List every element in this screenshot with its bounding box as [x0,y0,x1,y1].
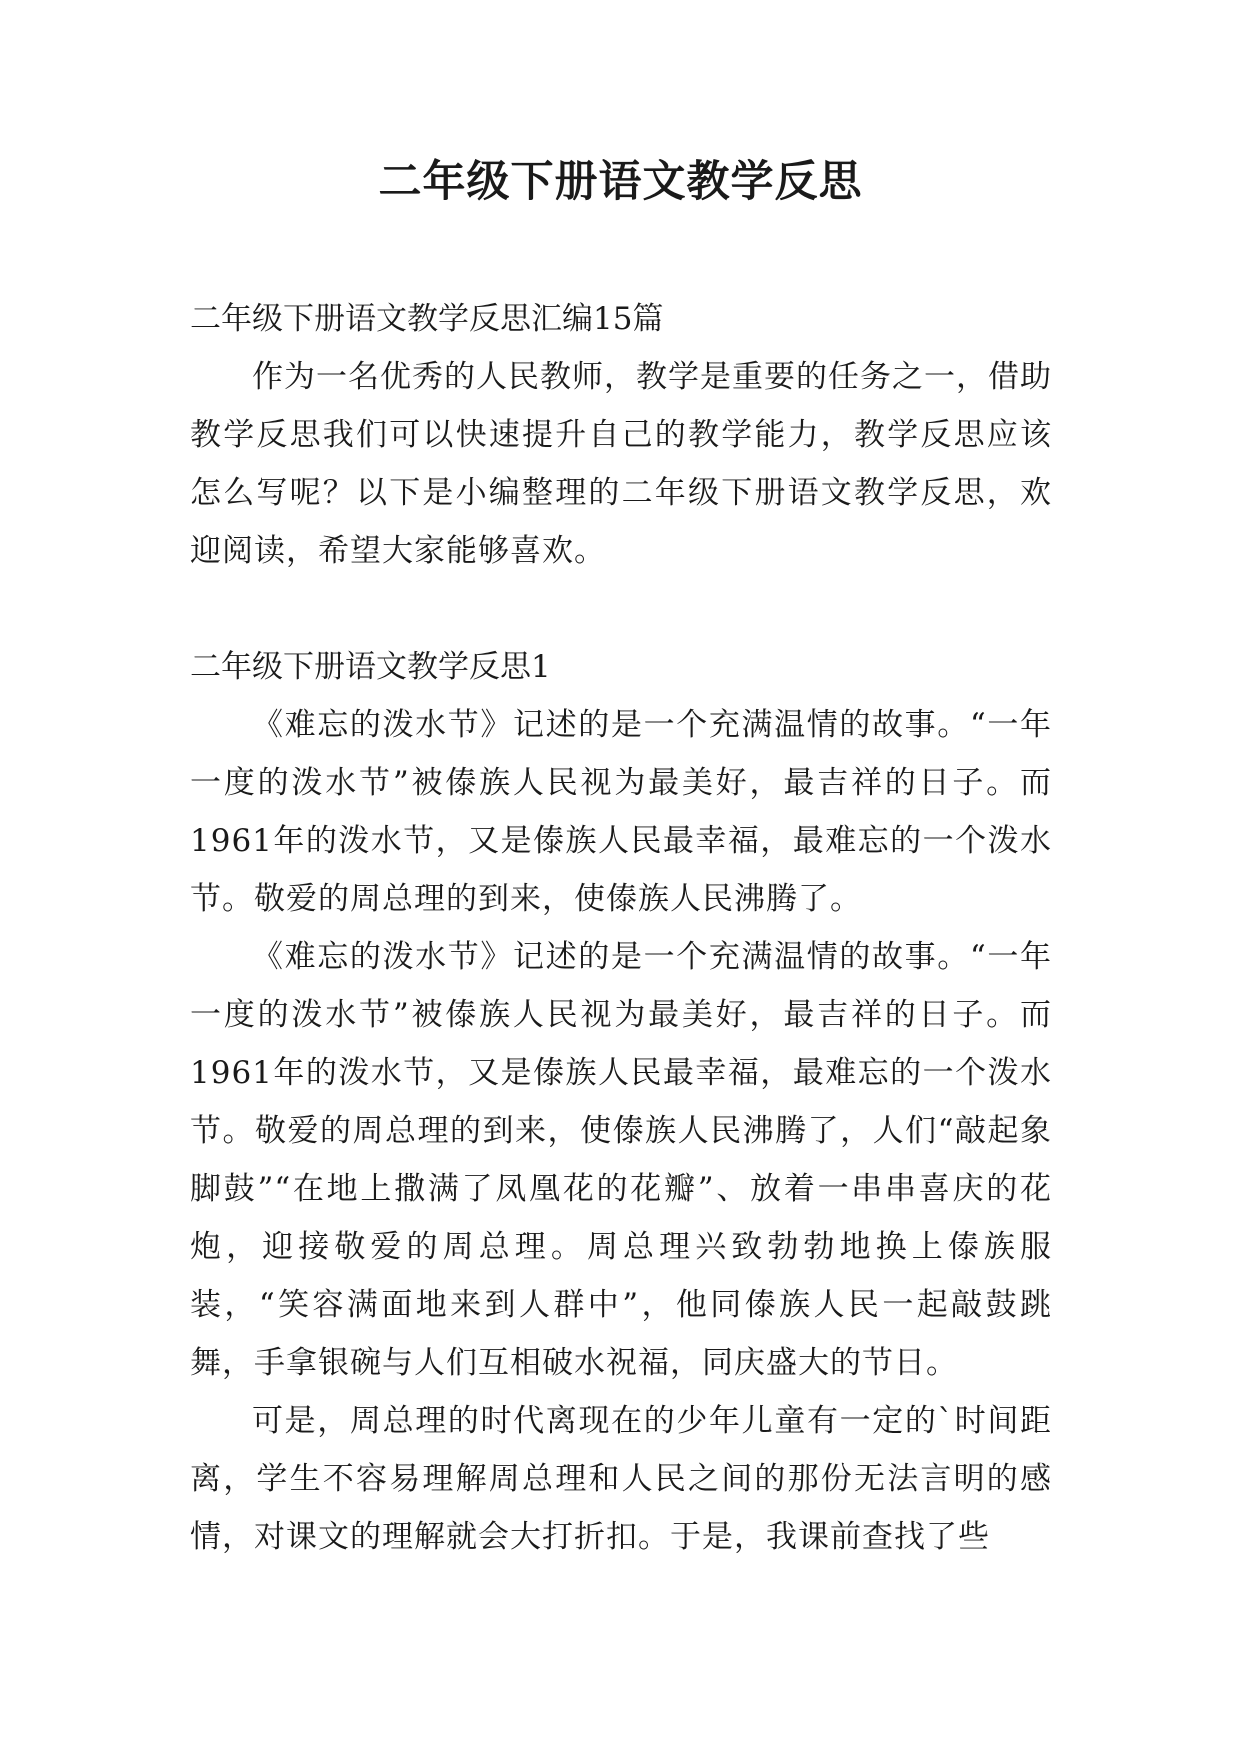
section-heading: 二年级下册语文教学反思1 [190,649,551,685]
body-paragraph-2: 《难忘的泼水节》记述的是一个充满温情的故事。“一年一度的泼水节”被傣族人民视为最美好，最吉祥的日子。而1961年的泼水节，又是傣族人民最幸福，最难忘的一个泼水节。敬爱的周总理的到来，使傣族人民沸腾了，人们“敲起象脚鼓”“在地上撒满了凤凰花的花瓣”、放着一串串喜庆的花炮，迎接敬爱的周总理。周总理兴致勃勃地换上傣族服装，“笑容满面地来到人群中”，他同傣族人民一起敲鼓跳舞，手拿银碗与人们互相破水祝福，同庆盛大的节日。 [190,939,1052,1381]
intro-paragraph: 作为一名优秀的人民教师，教学是重要的任务之一，借助教学反思我们可以快速提升自己的教学能力，教学反思应该怎么写呢？以下是小编整理的二年级下册语文教学反思，欢迎阅读，希望大家能够喜欢。 [190,359,1052,569]
document-body [190,290,1052,1566]
body-paragraph-1: 《难忘的泼水节》记述的是一个充满温情的故事。“一年一度的泼水节”被傣族人民视为最美好，最吉祥的日子。而1961年的泼水节，又是傣族人民最幸福，最难忘的一个泼水节。敬爱的周总理的到来，使傣族人民沸腾了。 [190,707,1052,917]
body-paragraph-3: 可是，周总理的时代离现在的少年儿童有一定的`时间距离，学生不容易理解周总理和人民之间的那份无法言明的感情，对课文的理解就会大打折扣。于是，我课前查找了些 [190,1403,1052,1555]
document-title: 二年级下册语文教学反思 [378,157,863,207]
section-spacer [190,580,1052,638]
document-subtitle: 二年级下册语文教学反思汇编15篇 [190,301,664,337]
